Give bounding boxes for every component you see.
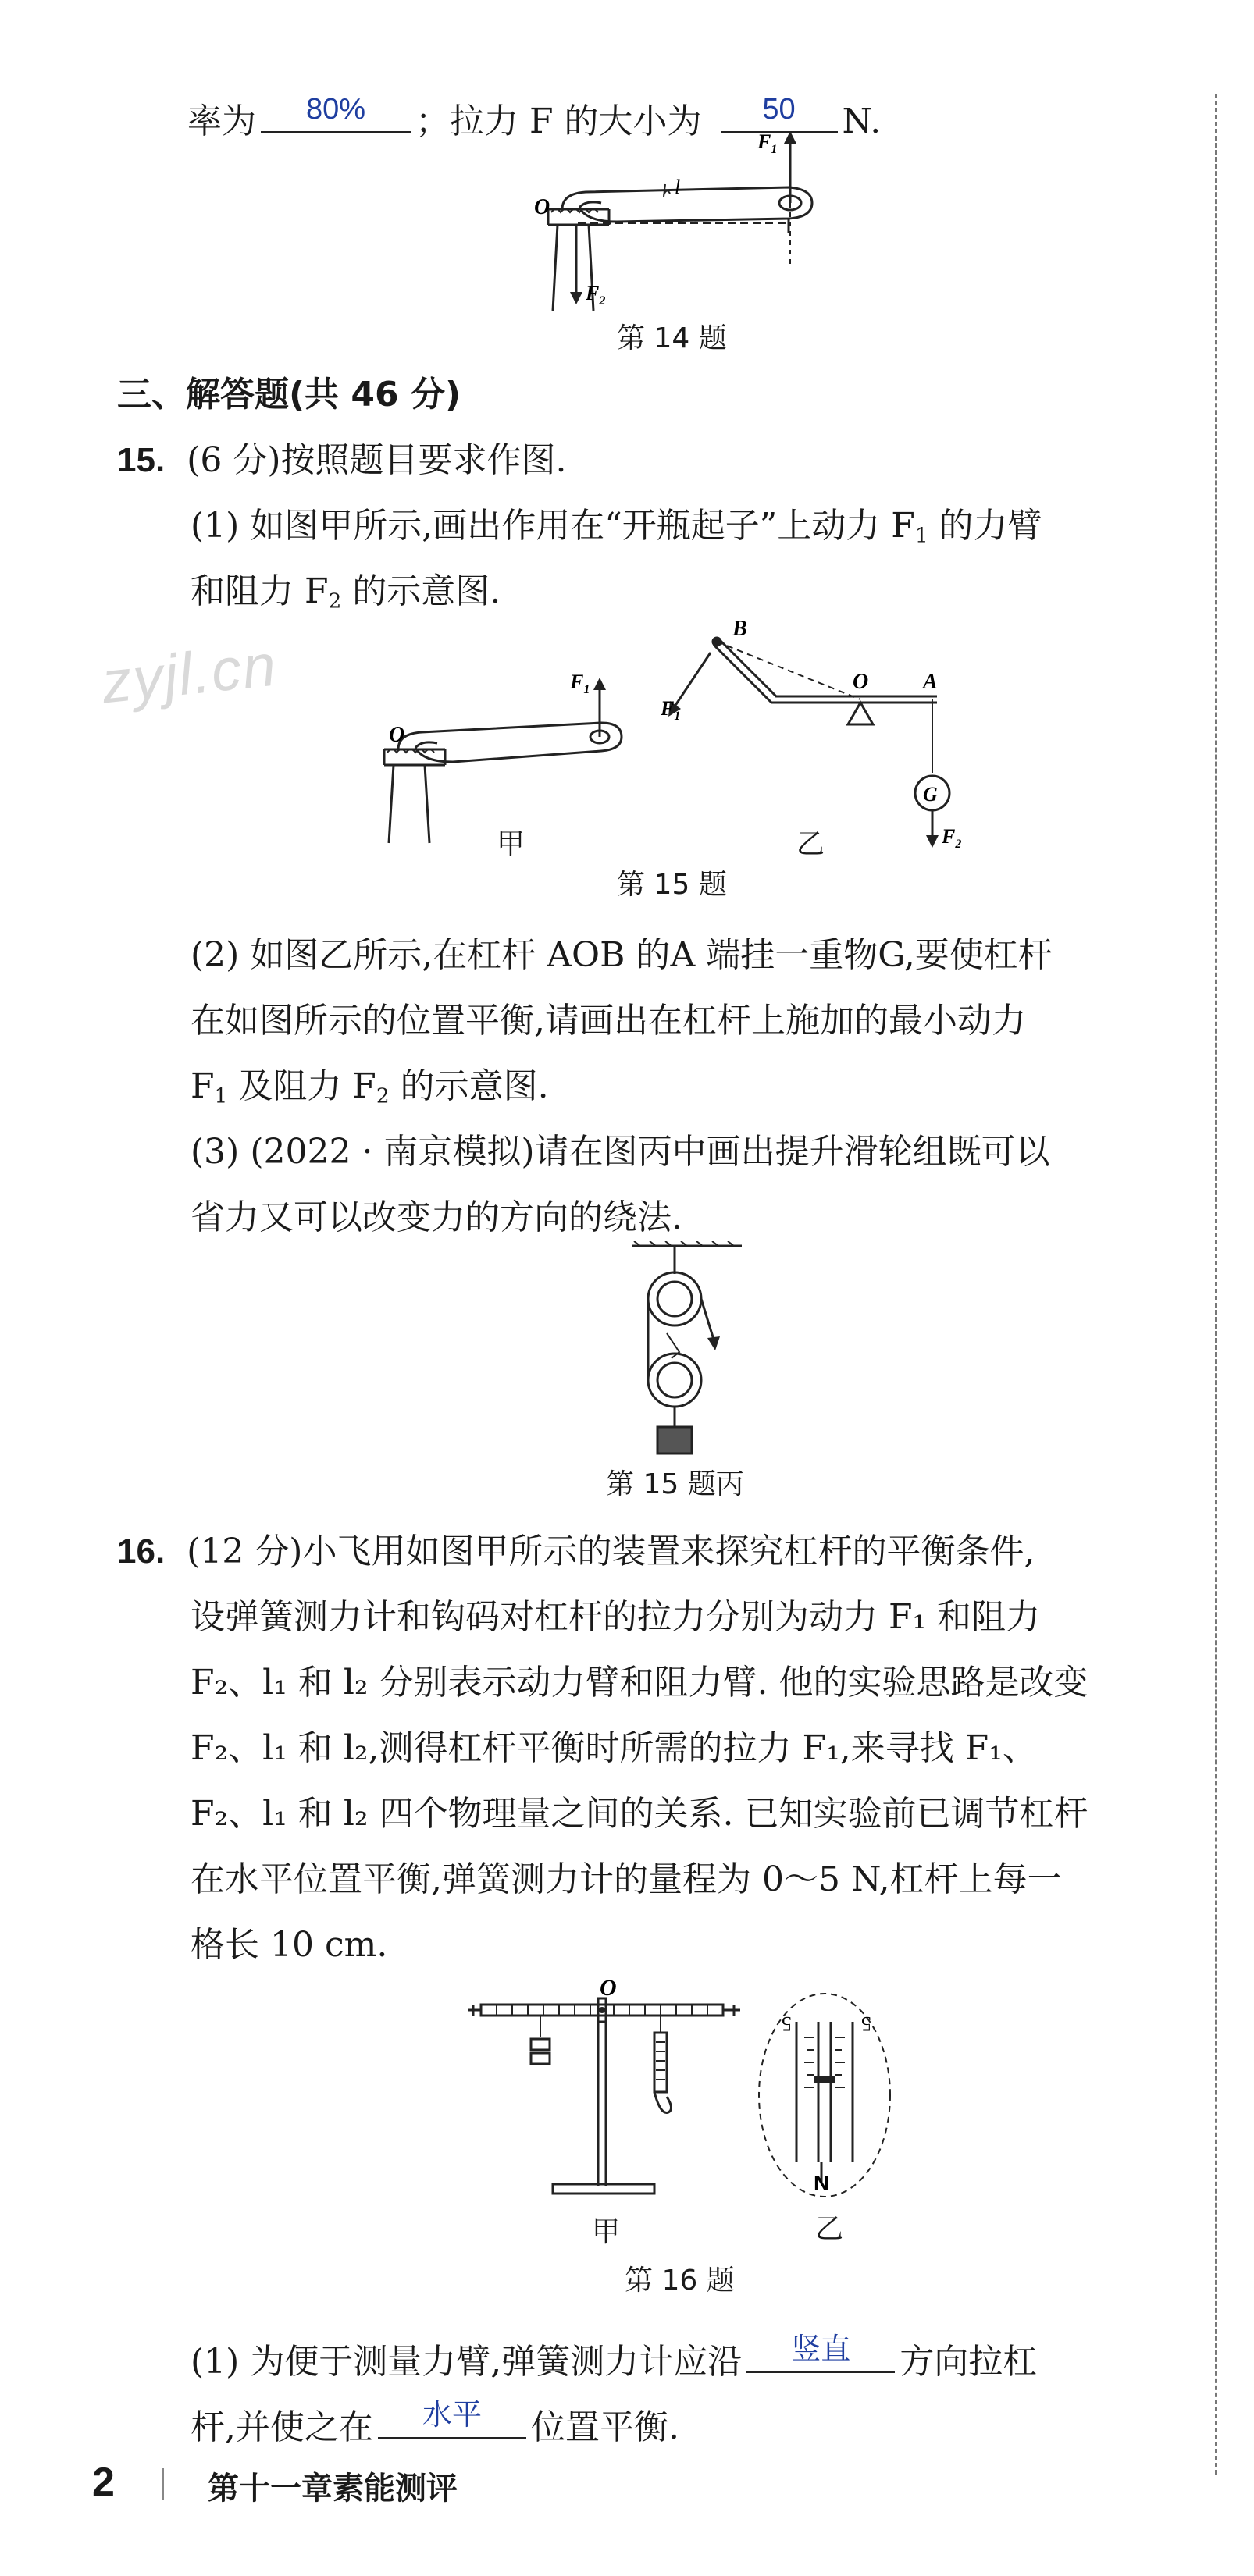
- q15-yi-b-label: B: [732, 617, 747, 641]
- q15-intro-line: [117, 439, 566, 482]
- binding-dashed-rule: [1215, 94, 1217, 2475]
- q16-yi-scale-left: 5: [782, 2012, 792, 2035]
- q16-line5: F₂、l₁ 和 l₂ 四个物理量之间的关系. 已知实验前已调节杠杆: [191, 1794, 1088, 1834]
- q16-line1: 16. (12 分)小飞用如图甲所示的装置来探究杠杆的平衡条件,: [117, 1532, 1035, 1571]
- q15-part2-line3: $F_1$ 及阻力 $F_2$ 的示意图.: [191, 1066, 549, 1108]
- q15-part3-line2: 省力又可以改变力的方向的绕法.: [191, 1197, 682, 1237]
- q15-jia-caption: 甲: [497, 828, 525, 860]
- q16-answer-line1: (1) 为便于测量力臂,弹簧测力计应沿 竖直 方向拉杠: [191, 2333, 1038, 2382]
- q14-fig-f1-label: $F_1$: [757, 131, 778, 156]
- q16-yi-n-label: N: [814, 2171, 830, 2195]
- q14-force-answer: 50: [762, 93, 796, 126]
- q14-fig-l-label: l: [675, 176, 681, 198]
- q16-line6: 在水平位置平衡,弹簧测力计的量程为 0～5 N,杠杆上每一: [191, 1859, 1062, 1899]
- q14-efficiency-blank[interactable]: [261, 94, 411, 133]
- q16-line2: 设弹簧测力计和钩码对杠杆的拉力分别为动力 F₁ 和阻力: [191, 1597, 1041, 1637]
- q16-caption: 第 16 题: [625, 2265, 735, 2297]
- footer-divider: [162, 2468, 164, 2500]
- q15-caption: 第 15 题: [617, 869, 727, 901]
- q16-figure-jia: [468, 1975, 750, 2209]
- q16-direction-answer: 竖直: [791, 2333, 851, 2366]
- section-3-title: 三、解答题(共 46 分): [117, 375, 461, 415]
- q15-jia-o-label: O: [389, 723, 405, 747]
- q14-mid-text: ；拉力 F 的大小为: [415, 101, 702, 141]
- q14-fig-o-label: O: [534, 195, 550, 219]
- q15-part1-line2: 和阻力 $F_2$ 的示意图.: [191, 571, 501, 614]
- q16-number: 16.: [117, 1532, 166, 1571]
- q15-figure-jia: [367, 648, 648, 851]
- q16-line4: F₂、l₁ 和 l₂,测得杠杆平衡时所需的拉力 F₁,来寻找 F₁、: [191, 1728, 1037, 1768]
- page-number: 2: [92, 2460, 115, 2505]
- q15-jia-f1-label: $F_1$: [570, 671, 590, 696]
- q16-answer-line2: 杆,并使之在 水平 位置平衡.: [191, 2399, 679, 2447]
- q15-yi-caption: 乙: [796, 828, 825, 860]
- watermark: zyjl.cn: [98, 632, 280, 717]
- chapter-title: 第十一章素能测评: [208, 2471, 458, 2507]
- q14-fig-f2-label: $F_2$: [586, 282, 606, 308]
- q16-direction-blank[interactable]: [746, 2334, 895, 2373]
- q14-force-blank[interactable]: [721, 94, 838, 133]
- q15-intro: (6 分)按照题目要求作图.: [187, 440, 567, 480]
- q15-yi-f1-label: $F_1$: [661, 697, 681, 723]
- q16-jia-o-label: O: [600, 1975, 617, 2001]
- q15-yi-a-label: A: [923, 670, 938, 694]
- q14-unit: N.: [842, 101, 882, 141]
- q16-figure-yi: [756, 1991, 896, 2201]
- q16-line7: 格长 10 cm.: [191, 1925, 388, 1965]
- q15-bing-caption: 第 15 题丙: [606, 1468, 744, 1500]
- q14-caption: 第 14 题: [617, 322, 727, 354]
- q15-yi-g-label: G: [923, 783, 938, 806]
- q15-number: 15.: [117, 441, 166, 479]
- q14-figure: [531, 131, 828, 318]
- q15-part2-line2: 在如图所示的位置平衡,请画出在杠杆上施加的最小动力: [191, 1001, 1026, 1041]
- q16-position-blank[interactable]: [378, 2400, 526, 2439]
- q16-position-answer: 水平: [422, 2399, 482, 2432]
- q16-yi-caption: 乙: [815, 2213, 844, 2245]
- q15-yi-f2-label: $F_2$: [942, 825, 962, 851]
- q16-line3: F₂、l₁ 和 l₂ 分别表示动力臂和阻力臂. 他的实验思路是改变: [191, 1663, 1088, 1703]
- q15-part3-line1: (3) (2022 · 南京模拟)请在图丙中画出提升滑轮组既可以: [191, 1132, 1050, 1172]
- q14-efficiency-answer: 80%: [305, 93, 366, 126]
- q14-prefix: 率为: [187, 101, 256, 141]
- q15-figure-yi: [656, 609, 999, 859]
- q15-part1-line1: (1) 如图甲所示,画出作用在“开瓶起子”上动力 $F_1$ 的力臂: [191, 506, 1042, 548]
- q16-jia-caption: 甲: [592, 2216, 621, 2248]
- q15-part2-line1: (2) 如图乙所示,在杠杆 AOB 的A 端挂一重物G,要使杠杆: [191, 935, 1053, 975]
- q16-yi-scale-right: 5: [861, 2012, 871, 2035]
- q15-figure-bing: [625, 1241, 765, 1475]
- q15-yi-o-label: O: [853, 670, 869, 694]
